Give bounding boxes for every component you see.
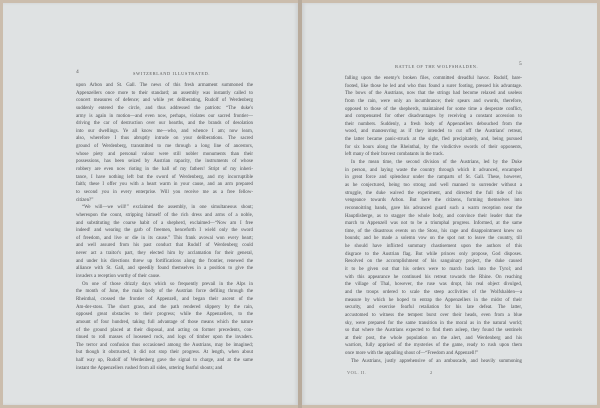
- text-line: opposed to those of the shepherds, maintained for some time a desperate conflict,: [345, 106, 522, 112]
- text-line: wood, and manœuvring as if they intended to cut off the Austrians' retreat,: [345, 129, 522, 135]
- text-line: warriors, fully apprised of the mysteries of the game, ready to rush upon them: [345, 343, 522, 349]
- text-line: struggle, the duke waived the experiment, and directed the full tide of his: [345, 190, 522, 196]
- text-line: also, wherefore I thus abruptly intrude on your deliberations. The sacred: [76, 136, 253, 142]
- text-line: measure by which he hoped to entrap the Appenzellers in the midst of their: [345, 297, 522, 303]
- page-number: 4: [76, 69, 79, 75]
- text-line: On one of those drizzly days which so frequently prevail in the Alps in: [82, 281, 253, 287]
- text-line: Rheinthal, crossed the frontier of Appenzell, and began their ascent of the: [76, 296, 253, 302]
- text-line: he should have inflicted summary chastisement upon the authors of this: [345, 244, 522, 250]
- text-line: alliance with St. Gall, and speedily found themselves in a position to give the: [76, 266, 253, 272]
- text-line: to second you in every enterprise. Will you receive me as a free fellow-: [76, 189, 253, 195]
- text-line: and under his directions threw up fortifications along the frontier, renewed the: [76, 258, 253, 264]
- text-line: upon Arbon and St. Gall. The news of this fresh armament summoned the: [76, 83, 253, 88]
- text-line: never act a traitor's part, they elected him by acclamation for their general,: [76, 251, 253, 257]
- text-line: Hauptlisberge, as to stagger the whole body, and convince their leader that the: [345, 213, 522, 219]
- text-line: In the mean time, the second division of the Austrians, led by the Duke: [351, 160, 522, 166]
- text-line: whose piety and personal valour were still nobler monuments than their: [76, 151, 253, 157]
- text-line: and the troops ordered to scale the steep acclivities of the Wolfshalden—a: [345, 289, 522, 295]
- text-line: whereupon the count, stripping himself of the rich dress and arms of a noble,: [76, 212, 253, 218]
- text-line: The bows of the Austrians, now that the strings had become relaxed and useless: [345, 91, 522, 97]
- text-line: for six hours along the Rheinthal, by the vindictive swords of their opponents,: [345, 144, 522, 150]
- text-line: army is again in motion—and even now, perhaps, violates our sacred frontier—: [76, 113, 253, 119]
- text-line: the latter became panic-struck at the sight, fled precipitately, and, being pursued: [345, 137, 522, 143]
- text-line: possessions, has been seized by Austrian rapacity, the instruments of whose: [76, 159, 253, 165]
- signature-mark: 2: [430, 370, 433, 375]
- text-line: the village of Thal, however, the ruse was dropt, his real object divulged,: [345, 282, 522, 288]
- text-line: The Austrians, justly apprehensive of an ambuscade, and heavily summoning: [351, 358, 522, 364]
- text-line: reconnoitring bands, gave his advanced guard such a warm reception near the: [345, 205, 522, 211]
- text-line: in person, and laying waste the country through which it advanced, encamped: [345, 167, 522, 173]
- text-line: amount of four hundred, taking full advantage of those means which the nature: [76, 319, 253, 325]
- text-line: falling upon the enemy's broken files, committed dreadful havoc. Rudolf, bare-: [345, 76, 522, 81]
- text-line: march to Appenzell was not to be a triumphal progress. Informed, at the same: [345, 221, 522, 227]
- text-line: suddenly entered the circle, and thus addressed the patriots: “The duke's: [76, 105, 253, 111]
- text-line: the month of June, the main body of the Austrian force defiling through the: [76, 289, 253, 295]
- page-number: 5: [519, 61, 522, 67]
- text-line: Resolved on the accomplishment of his sanguinary project, the duke caused: [345, 259, 522, 265]
- text-line: Appenzellers once more to their standard; an assembly was instantly called to: [76, 90, 253, 96]
- text-line: their numbers. Suddenly, a fresh body of Appenzellers debouched from the: [345, 121, 522, 127]
- text-line: “We will—we will!” exclaimed the assembly, in one simultaneous shout;: [82, 205, 253, 211]
- text-line: at their post, the whole population on the alert, and Werdenberg and his: [345, 335, 522, 341]
- text-line: of the ground placed at their disposal, and acting on former precedents, con-: [76, 327, 253, 333]
- text-line: indeed! and wearing the garb of freemen, henceforth I wield only the sword: [76, 228, 253, 234]
- text-line: opposed great obstacles to their progress; while the Appenzellers, to the: [76, 312, 253, 318]
- text-line: disgrace to the Austrian flag. But while princes only propose, God disposes.: [345, 251, 522, 257]
- running-head: BATTLE OF THE WOLFSHALDEN.: [395, 64, 479, 69]
- text-line: concert measures of defence; and while yet deliberating, Rudolf of Werdenberg: [76, 98, 253, 104]
- text-line: it to be given out that his orders were to march back into the Tyrol; and: [345, 267, 522, 273]
- text-line: robbery are even now rioting in the hall of my fathers! Stript of my inheri-: [76, 167, 253, 173]
- text-line: time, of the disastrous events on the Stoss, his rage and disappointment knew no: [345, 228, 522, 234]
- text-line: half way up, Rudolf of Werdenberg gave the signal to charge, and at the same: [76, 358, 253, 364]
- body-text: [345, 75, 522, 365]
- text-line: into our dwellings. Ye all know me—who, and whence I am; now learn,: [76, 128, 253, 134]
- text-line: vengeance towards Arbon. But here the citizens, forming themselves into: [345, 198, 522, 204]
- text-line: so that where the Austrians expected to find them asleep, they found the sentinels: [345, 328, 522, 334]
- text-line: and well assured from his past conduct that Rudolf of Werdenberg could: [76, 243, 253, 249]
- volume-footer: VOL. II.: [347, 370, 367, 375]
- text-line: footed, like those he led and who thus found a surer footing, pressed his advantage.: [345, 83, 522, 89]
- text-line: tance, I have nothing left but the sword of Werdenberg, and my incorruptible: [76, 174, 253, 180]
- text-line: sky, were prepared for the same transition in the moral as in the natural world;: [345, 320, 522, 326]
- left-page: [3, 3, 298, 405]
- text-line: invaders a reception worthy of their cause.: [76, 274, 161, 280]
- running-head: SWITZERLAND ILLUSTRATED.: [133, 71, 211, 76]
- text-line: security, and exercise fearful retaliation for his late defeat. The latter,: [345, 305, 522, 311]
- text-line: tinued to roll masses of loosened rock, and logs of timber upon the invaders.: [76, 335, 253, 341]
- text-line: in great force and splendour under the ramparts of St. Gall. These, however,: [345, 175, 522, 181]
- text-line: driving the car of destruction over our hearths, and the brands of desolation: [76, 121, 253, 127]
- text-line: of freedom, and live or die in its cause.” This frank avowal won every heart;: [76, 235, 253, 241]
- text-line: accustomed to witness the tempest burst over their heads, even from a blue: [345, 312, 522, 318]
- text-line: and compensated for other disadvantages by receiving a constant accession to: [345, 114, 522, 120]
- text-line: citizen?”: [76, 197, 94, 203]
- text-line: from the rain, were only an incumbrance; their spears and swords, therefore,: [345, 98, 522, 104]
- text-line: once more with the appalling shout of—“Freedom and Appenzell!”: [345, 351, 479, 357]
- text-line: but though it obstructed, it did not stop their progress. At length, when about: [76, 350, 253, 356]
- text-line: instant the Appenzellers rushed from all sides, uttering fearful shouts; and: [76, 365, 223, 371]
- text-line: with this appearance he continued his retreat towards the Rhine. On reaching: [345, 274, 522, 280]
- text-line: left many of their bravest combatants in the track.: [345, 152, 444, 158]
- body-text: [76, 82, 253, 372]
- text-line: The terror and confusion thus occasioned among the Austrians, may be imagined;: [76, 342, 253, 348]
- text-line: Am-der-stoss. The short grass, and the path rendered slippery by the rain,: [76, 304, 253, 310]
- right-page: [302, 3, 597, 405]
- text-line: as he conjectured, being too strong and well manned to surrender without a: [345, 182, 522, 188]
- text-line: and substituting the coarse habit of a shepherd, exclaimed—“Now am I free: [76, 220, 253, 226]
- text-line: bounds; and he made a solemn vow on the spot not to leave the country, till: [345, 236, 522, 242]
- text-line: faith; these I offer you with a heart warm in your cause, and an arm prepared: [76, 182, 253, 188]
- text-line: ground of Werdenberg, transmitted to me through a long line of ancestors,: [76, 144, 253, 150]
